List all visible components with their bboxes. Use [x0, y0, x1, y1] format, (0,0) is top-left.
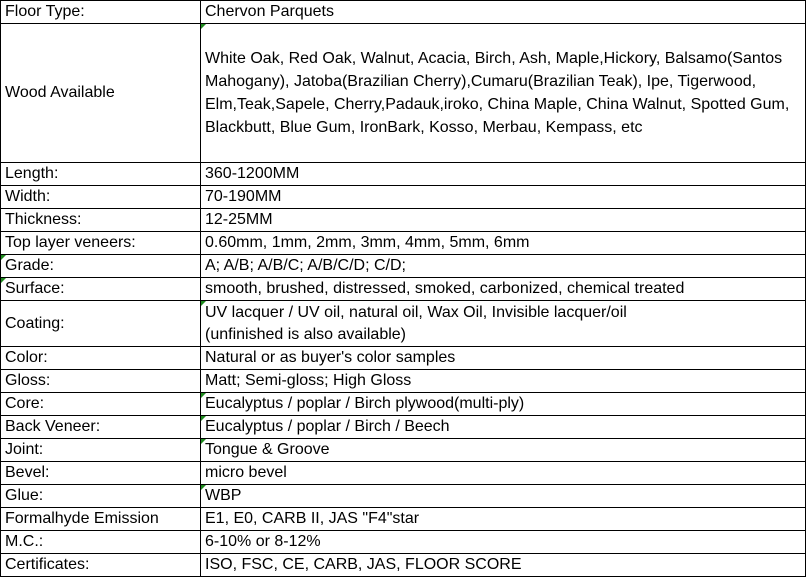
cell-marker-icon [201, 24, 206, 29]
table-row [1, 439, 806, 462]
coating-label: Coating: [1, 301, 201, 347]
formaldehyde-emission-value: E1, E0, CARB II, JAS "F4"star [201, 508, 806, 531]
core-value: Eucalyptus / poplar / Birch plywood(multi-ply) [205, 395, 525, 412]
surface-label [1, 278, 201, 301]
coating-value-line2: (unfinished is also available) [205, 325, 406, 343]
thickness-value: 12-25MM [201, 209, 806, 232]
table-row [1, 163, 806, 186]
bevel-value: micro bevel [201, 462, 806, 485]
table-row [1, 255, 806, 278]
back-veneer-value: Eucalyptus / poplar / Birch / Beech [205, 418, 450, 435]
table-row [1, 462, 806, 485]
cell-marker-icon [201, 301, 206, 306]
table-row [1, 508, 806, 531]
cell-marker-icon [1, 255, 6, 260]
gloss-label: Gloss: [1, 370, 201, 393]
table-row [1, 393, 806, 416]
table-row [1, 485, 806, 508]
mc-value: 6-10% or 8-12% [201, 531, 806, 554]
gloss-value: Matt; Semi-gloss; High Gloss [201, 370, 806, 393]
joint-value: Tongue & Groove [205, 441, 330, 458]
wood-available-cell [201, 24, 806, 163]
length-value: 360-1200MM [201, 163, 806, 186]
wood-available-label: Wood Available [1, 24, 201, 163]
formaldehyde-emission-label: Formalhyde Emission [1, 508, 201, 531]
table-row [1, 554, 806, 577]
wood-available-value: White Oak, Red Oak, Walnut, Acacia, Birch, Ash, Maple,Hickory, Balsamo(Santos Mahogany), Jatoba(Brazilian Cherry),Cumaru(Brazilian Teak), Ipe, Tigerwood, Elm,Teak,Sapele, Cherry,Padauk,iroko, China Maple, China Walnut, Spotted Gum, Blackbutt, Blue Gum, IronBark, Kosso, Merbau, Kempass, etc [205, 50, 790, 136]
table-row [1, 209, 806, 232]
floor-type-label: Floor Type: [1, 1, 201, 24]
cell-marker-icon [201, 416, 206, 421]
table-row [1, 531, 806, 554]
length-label: Length: [1, 163, 201, 186]
grade-label [1, 255, 201, 278]
mc-label: M.C.: [1, 531, 201, 554]
width-value: 70-190MM [201, 186, 806, 209]
top-layer-veneers-label: Top layer veneers: [1, 232, 201, 255]
cell-marker-icon [201, 393, 206, 398]
surface-label-text: Surface: [5, 280, 65, 297]
certificates-value: ISO, FSC, CE, CARB, JAS, FLOOR SCORE [201, 554, 806, 577]
bevel-label: Bevel: [1, 462, 201, 485]
back-veneer-cell [201, 416, 806, 439]
table-row [1, 347, 806, 370]
back-veneer-label: Back Veneer: [1, 416, 201, 439]
joint-label: Joint: [1, 439, 201, 462]
core-cell [201, 393, 806, 416]
joint-cell [201, 439, 806, 462]
coating-value-line1: UV lacquer / UV oil, natural oil, Wax Oil, Invisible lacquer/oil [205, 303, 627, 321]
surface-value: smooth, brushed, distressed, smoked, carbonized, chemical treated [201, 278, 806, 301]
cell-marker-icon [1, 278, 6, 283]
coating-cell [201, 301, 806, 347]
grade-value: A; A/B; A/B/C; A/B/C/D; C/D; [201, 255, 806, 278]
top-layer-veneers-value: 0.60mm, 1mm, 2mm, 3mm, 4mm, 5mm, 6mm [201, 232, 806, 255]
floor-type-value: Chervon Parquets [201, 1, 806, 24]
table-row [1, 232, 806, 255]
glue-cell [201, 485, 806, 508]
table-row [1, 278, 806, 301]
glue-label: Glue: [1, 485, 201, 508]
core-label: Core: [1, 393, 201, 416]
table-row [1, 370, 806, 393]
table-row [1, 301, 806, 347]
grade-label-text: Grade: [5, 257, 54, 274]
color-label: Color: [1, 347, 201, 370]
cell-marker-icon [201, 439, 206, 444]
table-row [1, 416, 806, 439]
cell-marker-icon [201, 485, 206, 490]
glue-value: WBP [205, 487, 242, 504]
table-row [1, 24, 806, 163]
thickness-label: Thickness: [1, 209, 201, 232]
table-row [1, 186, 806, 209]
color-value: Natural or as buyer's color samples [201, 347, 806, 370]
width-label: Width: [1, 186, 201, 209]
certificates-label: Certificates: [1, 554, 201, 577]
table-row [1, 1, 806, 24]
